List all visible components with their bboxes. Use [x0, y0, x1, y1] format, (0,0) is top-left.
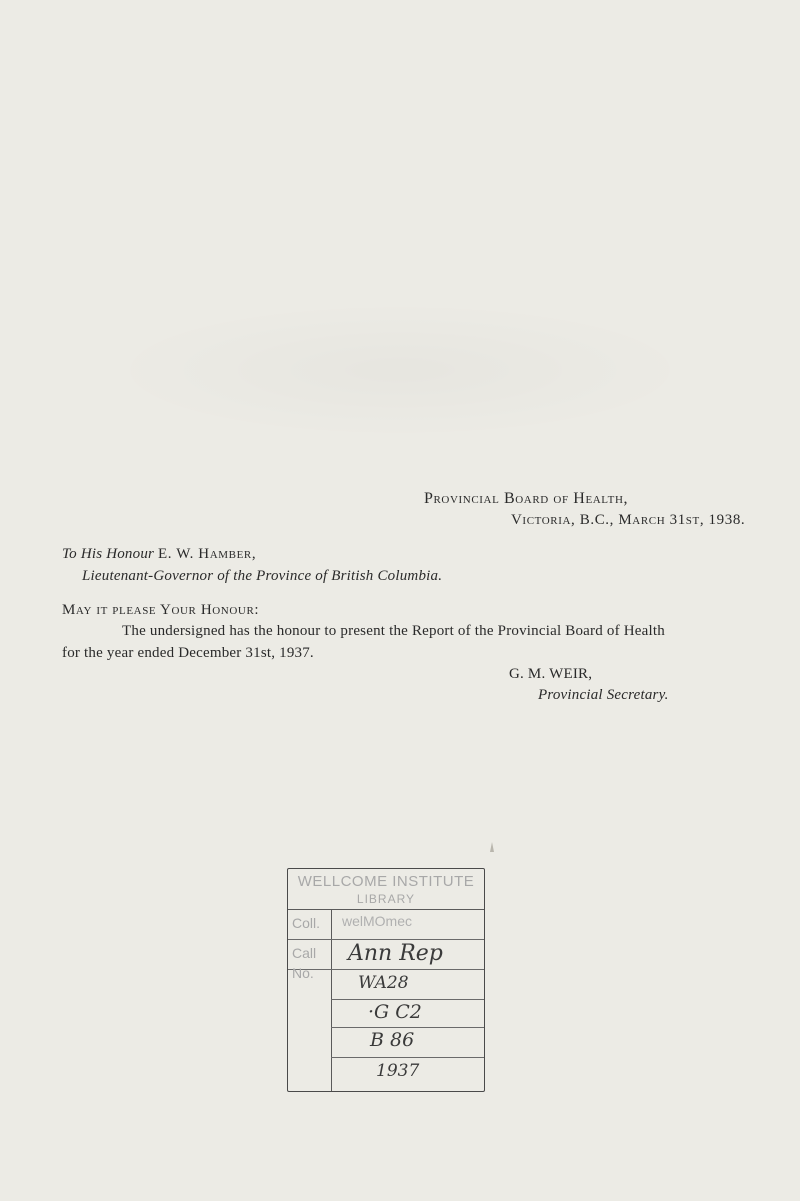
- stamp-call-label: Call: [292, 945, 317, 961]
- board-heading: Provincial Board of Health,: [424, 490, 629, 507]
- address-line: May it please Your Honour:: [62, 602, 260, 618]
- stamp-handwriting: 1937: [376, 1061, 420, 1081]
- stamp-rule: [331, 1057, 484, 1058]
- salutation-line: [62, 546, 256, 563]
- library-stamp: [287, 868, 485, 1092]
- stamp-rule: [331, 999, 484, 1000]
- show-through-texture: [100, 300, 700, 440]
- stamp-institute: WELLCOME INSTITUTE: [297, 873, 475, 890]
- stamp-header: [288, 869, 484, 910]
- stamp-handwriting: ·G C2: [368, 1001, 422, 1023]
- body-line-2: for the year ended December 31st, 1937.: [62, 645, 314, 661]
- stamp-handwriting: Ann Rep: [348, 941, 443, 966]
- stamp-handwriting: B 86: [370, 1029, 415, 1051]
- body-line-1: The undersigned has the honour to present the Report of the Provincial Board of Health: [122, 623, 665, 639]
- signer-title: Provincial Secretary.: [538, 687, 669, 703]
- stamp-rule: [331, 1027, 484, 1028]
- signer-name: G. M. WEIR,: [509, 666, 593, 682]
- salutation-name: E. W. Hamber,: [158, 546, 257, 562]
- place-date: Victoria, B.C., March 31st, 1938.: [511, 512, 746, 528]
- stamp-handwriting: WA28: [358, 973, 409, 993]
- salutation-to: To His Honour: [62, 546, 155, 562]
- stamp-coll-value: welMOmec: [342, 913, 413, 929]
- stamp-divider: [331, 909, 332, 1091]
- stamp-no-label: No.: [292, 965, 314, 981]
- recipient-title: Lieutenant-Governor of the Province of British Columbia.: [82, 568, 443, 584]
- stamp-rule: [288, 969, 484, 970]
- stamp-coll-label: Coll.: [292, 915, 321, 931]
- stamp-library: LIBRARY: [356, 892, 416, 906]
- ink-mark-icon: [486, 842, 498, 860]
- stamp-rule: [288, 939, 484, 940]
